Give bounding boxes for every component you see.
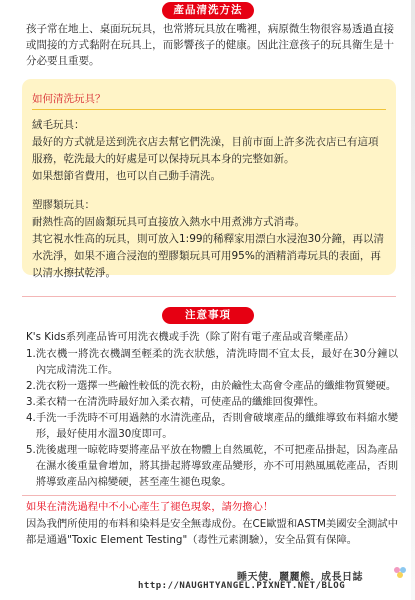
plastic-title: 塑膠類玩具： bbox=[32, 199, 95, 211]
list-item-number: 4. bbox=[26, 412, 36, 424]
list-item bbox=[26, 442, 398, 490]
list-item-text: 洗衣機一將洗衣機調至輕柔的洗衣狀態，清洗時間不宜太長，最好在30分鐘以內完成清洗工作。 bbox=[35, 348, 398, 376]
section-heading-cleaning-method: 產品清洗方法 bbox=[162, 2, 254, 19]
notes-list bbox=[26, 346, 398, 490]
divider-line bbox=[22, 296, 396, 297]
notes-lead: K's Kids系列產品皆可用洗衣機或手洗（除了附有電子產品或音樂產品） bbox=[26, 331, 355, 343]
plush-text-1: 最好的方式就是送到洗衣店去幫它們洗澡，目前市面上許多洗衣店已有這項服務，乾洗最大的好處是可以保持玩具本身的完整如新。 bbox=[32, 136, 379, 165]
list-item-number: 2. bbox=[26, 380, 36, 392]
plastic-text-1: 耐熱性高的固齒類玩具可直接放入熱水中用煮沸方式消毒。 bbox=[32, 216, 305, 228]
list-item bbox=[26, 378, 398, 394]
list-item-number: 3. bbox=[26, 396, 36, 408]
list-item bbox=[26, 410, 398, 442]
page-edge bbox=[411, 0, 415, 600]
list-item bbox=[26, 394, 398, 410]
plush-title: 絨毛玩具： bbox=[32, 119, 85, 131]
section-heading-notes: 注意事項 bbox=[162, 307, 254, 324]
list-item bbox=[26, 346, 398, 378]
list-item-text: 洗衣粉一選擇一些鹼性較低的洗衣粉，由於鹼性太高會令產品的纖維物質變硬。 bbox=[35, 380, 397, 392]
box-divider bbox=[32, 109, 386, 110]
list-item-text: 手洗一手洗時不可用過熱的水清洗產品，否則會破壞產品的纖維導致布料縮水變形，最好使用水溫30度即可。 bbox=[35, 412, 398, 440]
intro-paragraph: 孩子常在地上、桌面玩玩具，也常將玩具放在嘴裡，病原微生物很容易透過直接或間接的方式黏附在玩具上，而影響孩子的健康。因此注意孩子的玩具衛生是十分必要且重要。 bbox=[26, 23, 394, 67]
candy-icon bbox=[393, 565, 407, 579]
watermark-title: 睡天使．麗麗熊．成長日誌 bbox=[237, 572, 363, 583]
warning-text: 如果在清洗過程中不小心產生了褪色現象，請勿擔心！ bbox=[26, 501, 274, 513]
safety-note: 因為我們所使用的布料和染料是安全無毒成份。在CE歐盟和ASTM美國安全測試中都是通過"Toxic Element Testing"（毒性元素測驗），安全品質有保障。 bbox=[26, 518, 398, 546]
divider-line bbox=[22, 495, 396, 496]
plush-text-2: 如果想節省費用，也可以自己動手清洗。 bbox=[32, 170, 221, 182]
list-item-number: 1. bbox=[26, 348, 36, 360]
box-body bbox=[32, 117, 388, 282]
list-item-text: 柔衣精一在清洗時最好加入柔衣精，可使產品的纖維回復彈性。 bbox=[35, 396, 325, 408]
list-item-text: 洗後處理一晾乾時要將產品平放在物體上自然風乾，不可把產品掛起，因為產品在濕水後重量會增加，將其掛起將導致產品變形，亦不可用熱風風乾產品，否則將導致產品內棉變硬，甚至產生褪色現象。 bbox=[35, 444, 398, 488]
spacer bbox=[32, 185, 388, 197]
list-item-number: 5. bbox=[26, 444, 36, 456]
watermark-url: http://NAUGHTYANGEL.PIXNET.NET/BLOG bbox=[138, 581, 346, 591]
box-title: 如何清洗玩具？ bbox=[32, 93, 106, 105]
plastic-text-2: 其它視水性高的玩具，則可放入1:99的稀釋家用漂白水浸泡30分鐘，再以清水洗淨，如果不適合浸泡的塑膠類玩具可用95%的酒精消毒玩具的表面，再以清水擦拭乾淨。 bbox=[32, 233, 384, 279]
how-to-clean-box bbox=[22, 79, 396, 279]
